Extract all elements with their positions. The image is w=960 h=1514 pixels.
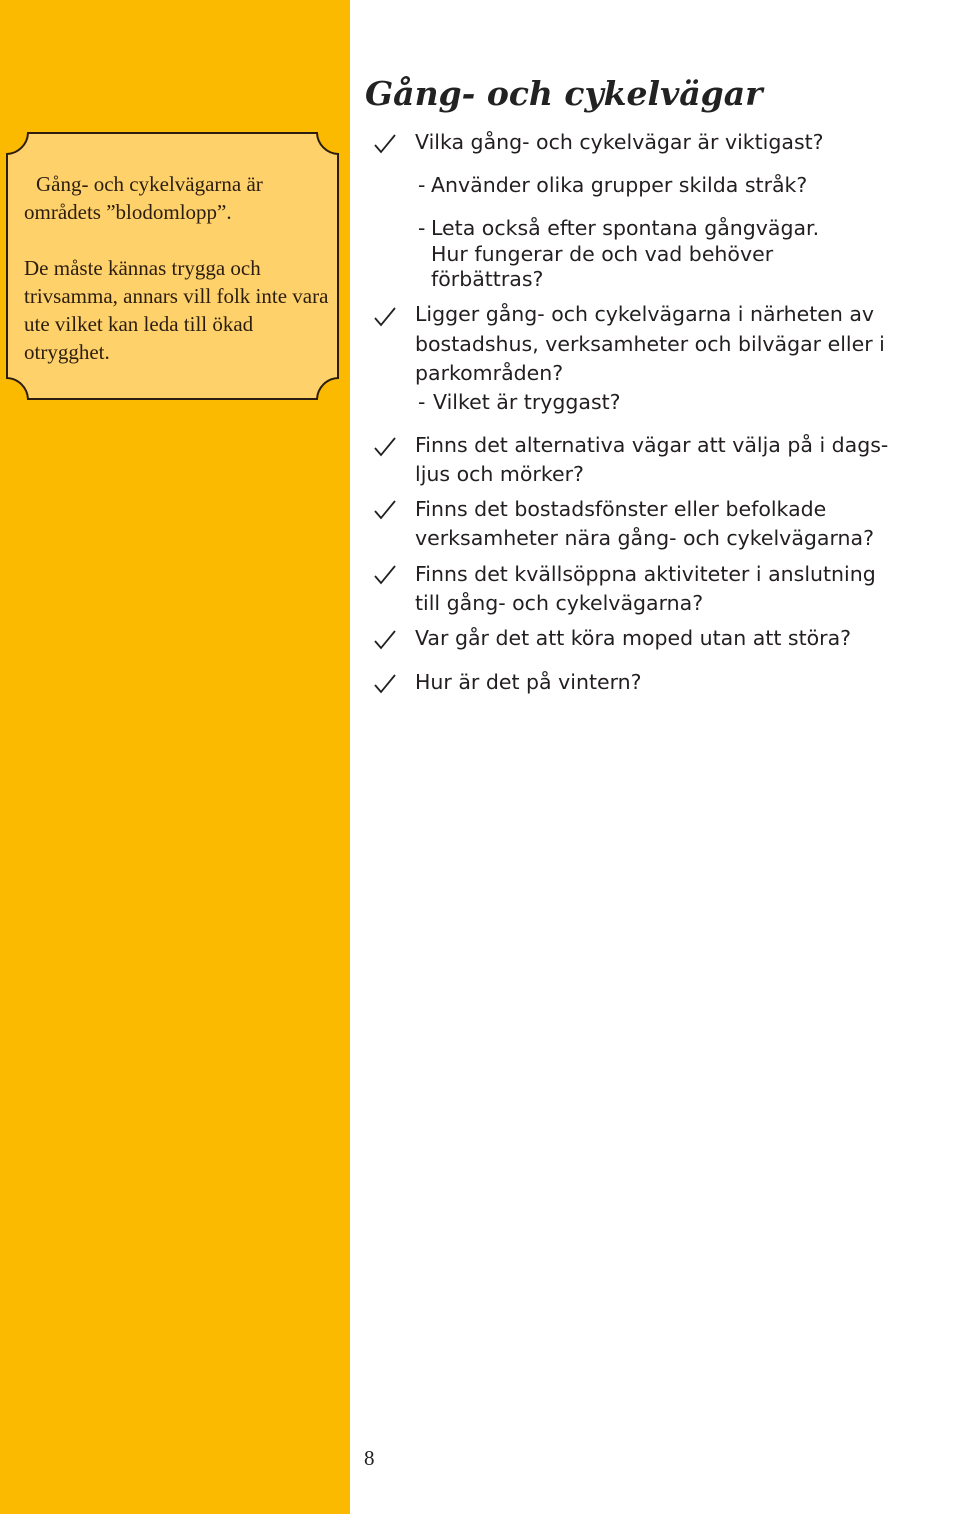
checkmark-icon: [372, 498, 398, 522]
question-1: Vilka gång- och cykelvägar är viktigast?: [415, 130, 824, 154]
question-2-sub-1: Vilket är tryggast?: [433, 390, 621, 414]
callout-text: [24, 170, 339, 366]
dash-marker: -: [418, 173, 426, 197]
checkmark-icon: [372, 132, 398, 156]
question-1-sub-1: Använder olika grupper skilda stråk?: [431, 173, 808, 197]
callout-box: [6, 132, 339, 400]
callout-paragraph-1: Gång- och cykelvägarna är områdets ”blodomlopp”.: [24, 172, 263, 224]
question-1-sub-2-line-3: förbättras?: [431, 267, 544, 291]
checkmark-icon: [372, 563, 398, 587]
question-6: Var går det att köra moped utan att störa?: [415, 626, 852, 650]
checkmark-icon: [372, 672, 398, 696]
question-1-sub-2-line-1: Leta också efter spontana gångvägar.: [431, 216, 820, 240]
question-5-line-1: Finns det kvällsöppna aktiviteter i anslutning: [415, 562, 876, 586]
sidebar: [0, 0, 350, 1514]
question-3-line-2: ljus och mörker?: [415, 462, 584, 486]
question-2-line-1: Ligger gång- och cykelvägarna i närheten av: [415, 302, 875, 326]
question-4-line-1: Finns det bostadsfönster eller befolkade: [415, 497, 827, 521]
checkmark-icon: [372, 435, 398, 459]
checkmark-icon: [372, 628, 398, 652]
question-1-sub-2-line-2: Hur fungerar de och vad behöver: [431, 242, 774, 266]
dash-marker: -: [418, 390, 426, 414]
page-number: 8: [364, 1446, 375, 1470]
checkmark-icon: [372, 305, 398, 329]
callout-paragraph-2: De måste kännas trygga och trivsamma, annars vill folk inte vara ute vilket kan leda till ökad otrygghet.: [24, 256, 329, 364]
dash-marker: -: [418, 216, 426, 240]
page-title: Gång- och cykelvägar: [365, 74, 763, 113]
question-2-line-2: bostadshus, verksamheter och bilvägar eller i: [415, 332, 885, 356]
question-2-line-3: parkområden?: [415, 361, 564, 385]
question-5-line-2: till gång- och cykelvägarna?: [415, 591, 704, 615]
question-3-line-1: Finns det alternativa vägar att välja på i dags-: [415, 433, 889, 457]
question-7: Hur är det på vintern?: [415, 670, 642, 694]
question-4-line-2: verksamheter nära gång- och cykelvägarna?: [415, 526, 874, 550]
